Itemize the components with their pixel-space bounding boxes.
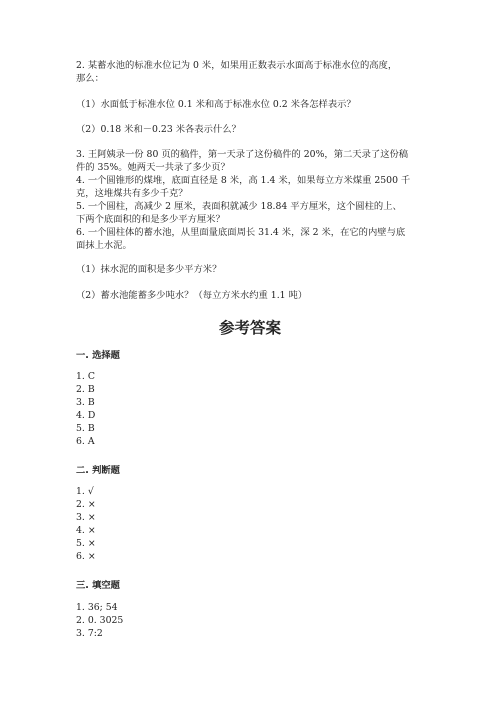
question-3-line-2: 件的 35%。她两天一共录了多少页？ <box>76 162 230 173</box>
question-2-line-2: 那么： <box>76 73 104 84</box>
question-6-line-1: 6. 一个圆柱体的蓄水池，从里面量底面周长 31.4 米，深 2 米，在它的内壁与底 <box>76 227 406 238</box>
section-title-judgment: 二. 判断题 <box>76 465 120 476</box>
answer-item: 3. × <box>76 512 96 523</box>
answer-item: 2. × <box>76 499 96 510</box>
answer-item: 1. 36; 54 <box>76 602 118 613</box>
answer-item: 1. C <box>76 371 95 382</box>
section-title-fill-blank: 三. 填空题 <box>76 580 120 591</box>
answer-item: 6. A <box>76 436 95 447</box>
answer-item: 6. × <box>76 551 96 562</box>
answer-item: 3. B <box>76 397 95 408</box>
question-3-line-1: 3. 王阿姨录一份 80 页的稿件，第一天录了这份稿件的 20%，第二天录了这份稿 <box>76 149 409 160</box>
question-2-subquestion-2: （2）0.18 米和－0.23 米各表示什么？ <box>76 124 241 135</box>
answer-item: 5. × <box>76 538 96 549</box>
answer-item: 4. D <box>76 410 96 421</box>
question-6-subquestion-2: （2）蓄水池能蓄多少吨水？（每立方米水约重 1.1 吨） <box>76 290 308 301</box>
answer-item: 5. B <box>76 423 95 434</box>
question-6-subquestion-1: （1）抹水泥的面积是多少平方米？ <box>76 264 222 275</box>
question-2-line-1: 2. 某蓄水池的标准水位记为 0 米，如果用正数表示水面高于标准水位的高度， <box>76 60 398 71</box>
section-title-choice: 一. 选择题 <box>76 350 120 361</box>
answer-item: 3. 7:2 <box>76 628 103 639</box>
question-6-line-2: 面抹上水泥。 <box>76 240 132 251</box>
question-2-subquestion-1: （1）水面低于标准水位 0.1 米和高于标准水位 0.2 米各怎样表示？ <box>76 99 356 110</box>
answer-item: 2. B <box>76 384 95 395</box>
question-5-line-1: 5. 一个圆柱，高减少 2 厘米，表面积就减少 18.84 平方厘米，这个圆柱的上、 <box>76 201 402 212</box>
answer-title: 参考答案 <box>218 319 281 337</box>
answer-item: 2. 0. 3025 <box>76 615 124 626</box>
question-5-line-2: 下两个底面积的和是多少平方厘米？ <box>76 214 225 225</box>
question-4-line-1: 4. 一个圆锥形的煤堆，底面直径是 8 米，高 1.4 米，如果每立方米煤重 2500 千 <box>76 175 411 186</box>
answer-item: 4. × <box>76 525 96 536</box>
answer-item: 1. √ <box>76 486 94 497</box>
question-4-line-2: 克，这堆煤共有多少千克？ <box>76 188 188 199</box>
